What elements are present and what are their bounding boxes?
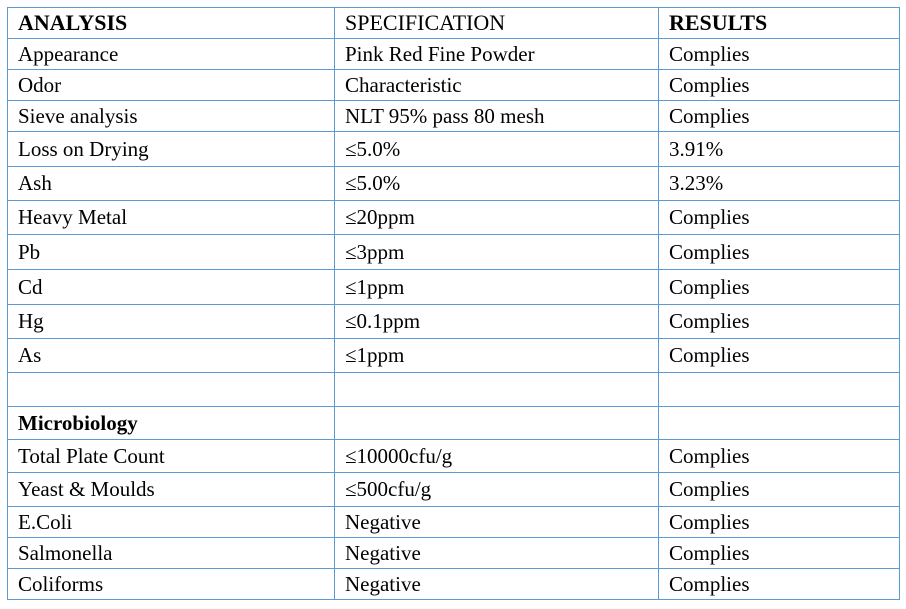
table-row xyxy=(8,473,900,507)
specification-cell: ≤500cfu/g xyxy=(335,473,659,507)
analysis-cell: Pb xyxy=(8,235,335,270)
specification-cell: Negative xyxy=(335,538,659,569)
results-cell: Complies xyxy=(659,201,900,235)
specification-cell: Negative xyxy=(335,569,659,600)
results-cell: Complies xyxy=(659,569,900,600)
empty-row xyxy=(8,373,900,407)
specification-cell: Characteristic xyxy=(335,70,659,101)
header-results: RESULTS xyxy=(659,8,900,39)
analysis-cell: Coliforms xyxy=(8,569,335,600)
table-row xyxy=(8,201,900,235)
table-row xyxy=(8,339,900,373)
table-row xyxy=(8,132,900,167)
specification-cell: ≤20ppm xyxy=(335,201,659,235)
header-row xyxy=(8,8,900,39)
analysis-cell: Total Plate Count xyxy=(8,440,335,473)
header-analysis: ANALYSIS xyxy=(8,8,335,39)
specification-cell: ≤3ppm xyxy=(335,235,659,270)
analysis-cell: Yeast & Moulds xyxy=(8,473,335,507)
analysis-cell: Cd xyxy=(8,270,335,305)
specification-cell: ≤10000cfu/g xyxy=(335,440,659,473)
analysis-cell: Odor xyxy=(8,70,335,101)
analysis-cell: Heavy Metal xyxy=(8,201,335,235)
table-row xyxy=(8,101,900,132)
specification-cell: ≤5.0% xyxy=(335,132,659,167)
specification-cell: ≤1ppm xyxy=(335,339,659,373)
specification-cell: ≤1ppm xyxy=(335,270,659,305)
results-cell: Complies xyxy=(659,70,900,101)
analysis-cell: As xyxy=(8,339,335,373)
table-row xyxy=(8,440,900,473)
header-specification: SPECIFICATION xyxy=(335,8,659,39)
table-row xyxy=(8,70,900,101)
results-cell: Complies xyxy=(659,101,900,132)
results-cell: Complies xyxy=(659,235,900,270)
table-row xyxy=(8,167,900,201)
results-cell: Complies xyxy=(659,473,900,507)
results-cell: 3.23% xyxy=(659,167,900,201)
analysis-cell: Appearance xyxy=(8,39,335,70)
results-cell: Complies xyxy=(659,507,900,538)
analysis-cell: Salmonella xyxy=(8,538,335,569)
specification-cell: Negative xyxy=(335,507,659,538)
results-cell: 3.91% xyxy=(659,132,900,167)
analysis-cell: Loss on Drying xyxy=(8,132,335,167)
results-cell: Complies xyxy=(659,305,900,339)
specification-cell: ≤0.1ppm xyxy=(335,305,659,339)
section-row xyxy=(8,407,900,440)
table-row xyxy=(8,39,900,70)
table-row xyxy=(8,569,900,600)
section-title: Microbiology xyxy=(8,407,335,440)
analysis-table xyxy=(7,7,900,600)
table-row xyxy=(8,305,900,339)
table-row xyxy=(8,538,900,569)
analysis-cell: Hg xyxy=(8,305,335,339)
analysis-cell: Sieve analysis xyxy=(8,101,335,132)
results-cell: Complies xyxy=(659,538,900,569)
results-cell: Complies xyxy=(659,270,900,305)
specification-cell: Pink Red Fine Powder xyxy=(335,39,659,70)
table-row xyxy=(8,507,900,538)
analysis-cell: E.Coli xyxy=(8,507,335,538)
results-cell: Complies xyxy=(659,339,900,373)
specification-cell: NLT 95% pass 80 mesh xyxy=(335,101,659,132)
specification-cell: ≤5.0% xyxy=(335,167,659,201)
results-cell: Complies xyxy=(659,39,900,70)
table-row xyxy=(8,270,900,305)
results-cell: Complies xyxy=(659,440,900,473)
analysis-cell: Ash xyxy=(8,167,335,201)
table-row xyxy=(8,235,900,270)
